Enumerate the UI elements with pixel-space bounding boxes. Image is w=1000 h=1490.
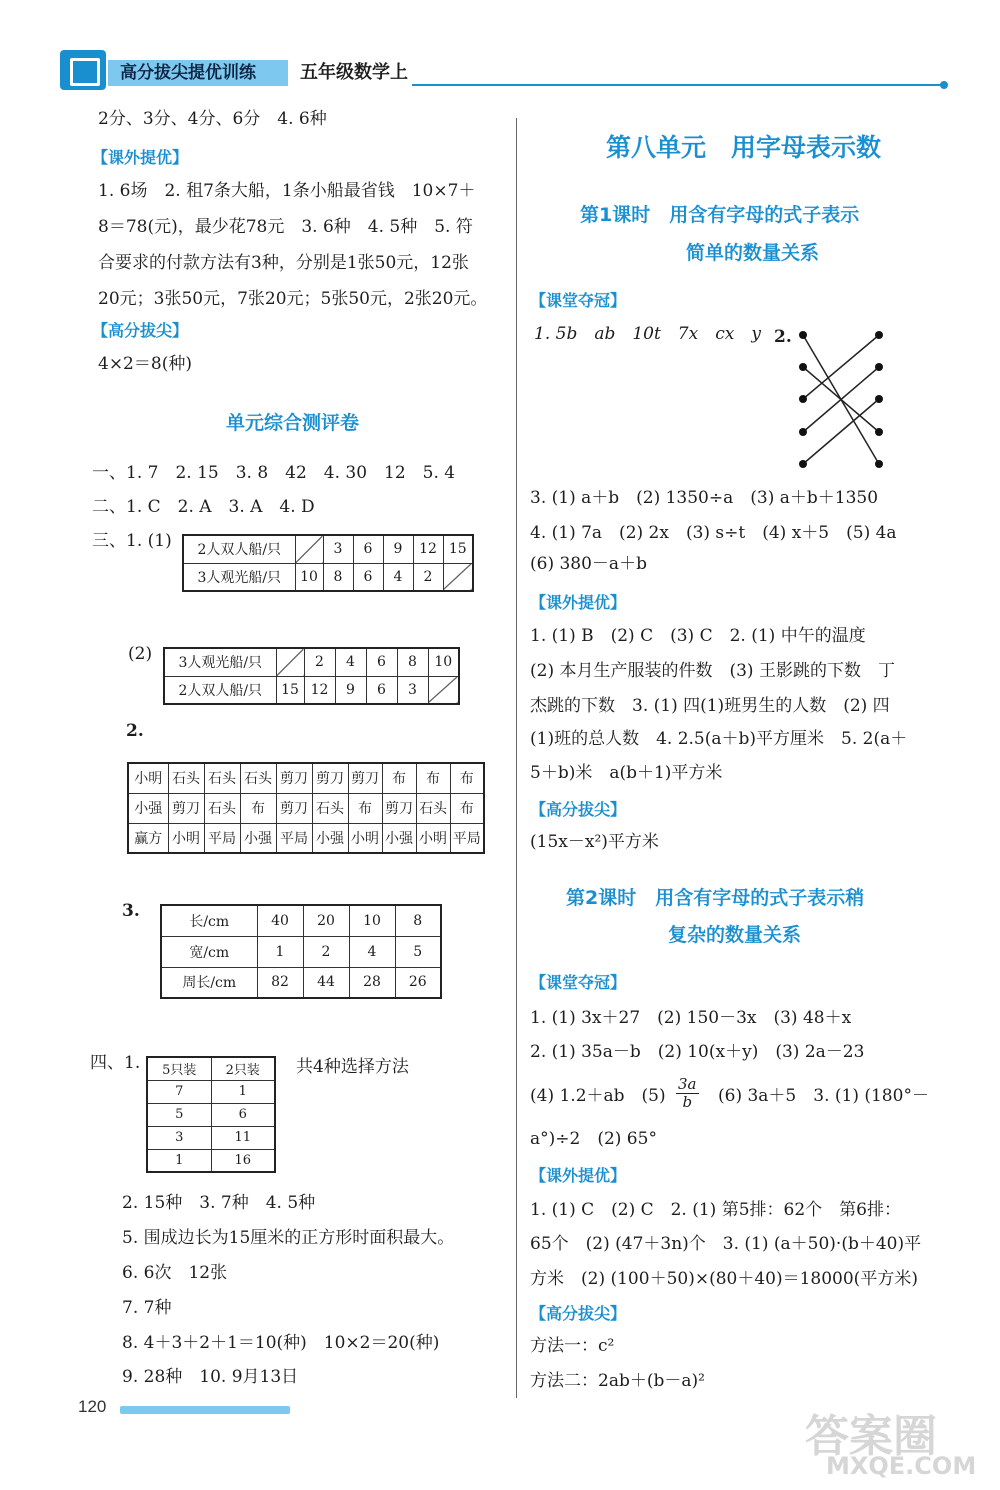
table-cell-slash <box>295 535 323 563</box>
section-label: 【高分拔尖】 <box>92 321 189 340</box>
answer-line: 2. 15种 3. 7种 4. 5种 <box>122 1193 316 1213</box>
answer-line: 5. 围成边长为15厘米的正方形时面积最大。 <box>122 1228 455 1248</box>
fraction-denominator: b <box>682 1093 693 1111</box>
table-cell: 平局 <box>204 823 240 853</box>
table-row <box>183 535 473 563</box>
table-cell: 石头 <box>240 763 276 793</box>
table-cell: 剪刀 <box>312 763 348 793</box>
test-title: 单元综合测评卷 <box>226 412 360 434</box>
section-label: 【课堂夺冠】 <box>530 973 627 992</box>
match-line <box>803 399 879 464</box>
table-cell-slash <box>428 676 459 704</box>
boat-table-1 <box>182 534 474 592</box>
table-cell: 2 <box>303 936 349 967</box>
table-cell: 9 <box>335 676 366 704</box>
answer-line: 6. 6次 12张 <box>122 1263 228 1283</box>
table-cell: 剪刀 <box>168 793 204 823</box>
series-logo-icon <box>60 50 106 90</box>
table-row <box>128 793 484 823</box>
table-cell: 5只装 <box>147 1057 211 1080</box>
table-cell: 剪刀 <box>276 763 312 793</box>
table-cell: 3人观光船/只 <box>183 563 295 591</box>
table-cell: 布 <box>416 763 450 793</box>
table-row <box>147 1126 275 1149</box>
header-rule-end <box>940 81 948 89</box>
table-cell: 40 <box>257 905 303 936</box>
table-cell: 4 <box>349 936 395 967</box>
rectangle-table <box>160 904 442 999</box>
match-dot <box>799 460 807 468</box>
table-cell: 小明 <box>168 823 204 853</box>
table-cell: 44 <box>303 967 349 998</box>
answer-label: 四、1. <box>90 1053 141 1073</box>
table-cell: 1 <box>147 1149 211 1172</box>
unit-title: 第八单元 用字母表示数 <box>606 133 882 162</box>
match-line <box>803 335 879 399</box>
table-row <box>164 648 459 676</box>
table-cell: 8 <box>323 563 353 591</box>
table-cell: 10 <box>428 648 459 676</box>
table-cell: 6 <box>353 535 383 563</box>
section-label: 【课外提优】 <box>530 1166 627 1185</box>
section-label: 【高分拔尖】 <box>530 1304 627 1323</box>
table-cell: 7 <box>147 1080 211 1103</box>
grade-title: 五年级数学上 <box>300 62 408 83</box>
table-cell: 周长/cm <box>161 967 257 998</box>
column-divider <box>516 118 517 1398</box>
table-cell: 长/cm <box>161 905 257 936</box>
table-cell: 3 <box>397 676 428 704</box>
answer-line: 4×2＝8(种) <box>98 354 192 374</box>
watermark-logo: 答案圈 <box>805 1411 937 1462</box>
page-number: 120 <box>78 1397 107 1416</box>
answer-label: 三、1. (1) <box>92 531 172 551</box>
table-cell: 15 <box>276 676 304 704</box>
table-cell: 2只装 <box>211 1057 275 1080</box>
fraction-numerator: 3a <box>678 1075 697 1093</box>
match-dot <box>875 331 883 339</box>
answer-line: 8＝78(元)，最少花78元 3. 6种 4. 5种 5. 符 <box>98 217 473 237</box>
answer-line: (1)班的总人数 4. 2.5(a＋b)平方厘米 5. 2(a＋ <box>530 729 908 749</box>
section-label: 【课外提优】 <box>92 148 189 167</box>
table-cell: 剪刀 <box>348 763 382 793</box>
boat-table-2 <box>163 647 460 705</box>
table-cell: 小强 <box>128 793 168 823</box>
table-cell: 布 <box>348 793 382 823</box>
table-cell: 2 <box>304 648 335 676</box>
table-cell: 10 <box>295 563 323 591</box>
match-dot <box>799 331 807 339</box>
answer-line: 杰跳的下数 3. (1) 四(1)班男生的人数 (2) 四 <box>530 696 890 716</box>
section-label: 【课堂夺冠】 <box>530 291 627 310</box>
table-cell: 12 <box>304 676 335 704</box>
table-row <box>147 1057 275 1080</box>
table-cell: 6 <box>366 648 397 676</box>
table-cell: 石头 <box>168 763 204 793</box>
answer-line: a°)÷2 (2) 65° <box>530 1129 657 1149</box>
table-row <box>147 1080 275 1103</box>
table-cell: 5 <box>147 1103 211 1126</box>
answer-line: 合要求的付款方法有3种，分别是1张50元，12张 <box>98 253 469 273</box>
answer-label: 2. <box>126 721 144 741</box>
table-cell: 剪刀 <box>276 793 312 823</box>
table-cell: 平局 <box>276 823 312 853</box>
answer-line: 2分、3分、4分、6分 4. 6种 <box>98 109 327 129</box>
section-label: 【课外提优】 <box>530 593 627 612</box>
watermark-url: MXQE.COM <box>826 1452 977 1480</box>
table-cell: 6 <box>366 676 397 704</box>
answer-line: (6) 380－a＋b <box>530 554 647 574</box>
table-cell: 6 <box>211 1103 275 1126</box>
table-cell: 2人双人船/只 <box>183 535 295 563</box>
table-cell: 10 <box>349 905 395 936</box>
table-row <box>164 676 459 704</box>
table-cell: 1 <box>211 1080 275 1103</box>
table-row <box>183 563 473 591</box>
answer-line: 8. 4＋3＋2＋1＝10(种) 10×2＝20(种) <box>122 1333 440 1353</box>
table-cell: 布 <box>450 793 484 823</box>
table-cell: 小明 <box>416 823 450 853</box>
table-row <box>161 905 441 936</box>
answer-line: 1. (1) B (2) C (3) C 2. (1) 中午的温度 <box>530 626 866 646</box>
match-dot <box>799 363 807 371</box>
table-cell: 3 <box>147 1126 211 1149</box>
table-cell: 石头 <box>312 793 348 823</box>
table-cell: 小强 <box>312 823 348 853</box>
header-rule <box>412 84 942 86</box>
table-cell: 石头 <box>204 793 240 823</box>
lesson-title: 简单的数量关系 <box>686 242 820 264</box>
table-cell: 石头 <box>416 793 450 823</box>
table-row <box>147 1149 275 1172</box>
match-dot <box>875 428 883 436</box>
table-cell: 剪刀 <box>382 793 416 823</box>
answer-line: 65个 (2) (47＋3n)个 3. (1) (a＋50)·(b＋40)平 <box>530 1234 922 1254</box>
match-dot <box>875 395 883 403</box>
table-cell: 小明 <box>348 823 382 853</box>
table-cell: 26 <box>395 967 441 998</box>
answer-line: 一、1. 7 2. 15 3. 8 42 4. 30 12 5. 4 <box>92 463 456 483</box>
table-cell: 8 <box>397 648 428 676</box>
table-cell: 小强 <box>382 823 416 853</box>
table-cell: 2人双人船/只 <box>164 676 276 704</box>
answer-line: 方法一：c² <box>530 1336 615 1356</box>
matching-diagram <box>795 325 890 473</box>
fraction <box>676 1076 699 1111</box>
table-cell: 小强 <box>240 823 276 853</box>
lesson-title: 复杂的数量关系 <box>668 924 802 946</box>
answer-note: 共4种选择方法 <box>296 1057 409 1077</box>
answer-line: 方法二：2ab＋(b－a)² <box>530 1371 705 1391</box>
answer-line: 2. (1) 35a－b (2) 10(x＋y) (3) 2a－23 <box>530 1042 865 1062</box>
match-dot <box>875 363 883 371</box>
match-dot <box>875 460 883 468</box>
answer-label: 2. <box>774 327 792 347</box>
rock-paper-scissors-table <box>127 762 485 854</box>
answer-line: (6) 3a＋5 3. (1) (180°－ <box>718 1086 929 1106</box>
table-cell: 1 <box>257 936 303 967</box>
table-cell: 12 <box>413 535 443 563</box>
answer-line: (15x－x²)平方米 <box>530 832 659 852</box>
answer-line: 7. 7种 <box>122 1298 172 1318</box>
table-cell: 15 <box>443 535 473 563</box>
table-cell: 布 <box>450 763 484 793</box>
footer-bar <box>120 1406 290 1414</box>
table-cell-slash <box>443 563 473 591</box>
answer-line: 20元；3张50元，7张20元；5张50元，2张20元。 <box>98 289 488 309</box>
lesson-title: 第2课时 用含有字母的式子表示稍 <box>566 887 865 909</box>
lesson-title: 第1课时 用含有字母的式子表示 <box>580 204 860 226</box>
answer-line: 二、1. C 2. A 3. A 4. D <box>92 497 315 517</box>
answer-line: (4) 1.2＋ab (5) <box>530 1086 666 1106</box>
match-dot <box>799 428 807 436</box>
table-cell: 16 <box>211 1149 275 1172</box>
answer-line: 9. 28种 10. 9月13日 <box>122 1367 299 1387</box>
answer-line: 5＋b)米 a(b＋1)平方米 <box>530 763 723 783</box>
table-row <box>161 967 441 998</box>
table-cell: 2 <box>413 563 443 591</box>
table-cell: 28 <box>349 967 395 998</box>
table-cell: 平局 <box>450 823 484 853</box>
table-cell: 赢方 <box>128 823 168 853</box>
table-cell: 3人观光船/只 <box>164 648 276 676</box>
table-cell: 4 <box>335 648 366 676</box>
answer-label: (2) <box>128 644 153 664</box>
series-title: 高分拔尖提优训练 <box>108 60 288 86</box>
table-cell: 9 <box>383 535 413 563</box>
table-cell: 6 <box>353 563 383 591</box>
answer-line: (2) 本月生产服装的件数 (3) 王影跳的下数 丁 <box>530 661 895 681</box>
answer-line: 1. (1) 3x＋27 (2) 150－3x (3) 48＋x <box>530 1008 852 1028</box>
table-cell: 8 <box>395 905 441 936</box>
answer-line: 1. 6场 2. 租7条大船，1条小船最省钱 10×7＋ <box>98 181 476 201</box>
table-cell: 4 <box>383 563 413 591</box>
table-row <box>147 1103 275 1126</box>
table-row <box>128 763 484 793</box>
packaging-table <box>146 1056 276 1173</box>
answer-line: 1. 5b ab 10t 7x cx y <box>534 324 761 344</box>
table-cell: 3 <box>323 535 353 563</box>
answer-line: 3. (1) a＋b (2) 1350÷a (3) a＋b＋1350 <box>530 488 879 508</box>
table-cell: 20 <box>303 905 349 936</box>
table-cell: 82 <box>257 967 303 998</box>
table-row <box>128 823 484 853</box>
answer-line: 1. (1) C (2) C 2. (1) 第5排：62个 第6排： <box>530 1200 901 1220</box>
table-cell: 布 <box>240 793 276 823</box>
answer-label: 3. <box>122 901 140 921</box>
answer-line: 4. (1) 7a (2) 2x (3) s÷t (4) x＋5 (5) 4a <box>530 523 897 543</box>
table-cell: 宽/cm <box>161 936 257 967</box>
table-cell: 11 <box>211 1126 275 1149</box>
table-cell: 石头 <box>204 763 240 793</box>
section-label: 【高分拔尖】 <box>530 800 627 819</box>
table-cell: 小明 <box>128 763 168 793</box>
match-dot <box>799 395 807 403</box>
table-row <box>161 936 441 967</box>
table-cell: 5 <box>395 936 441 967</box>
table-cell-slash <box>276 648 304 676</box>
answer-line: 方米 (2) (100＋50)×(80＋40)＝18000(平方米) <box>530 1269 918 1289</box>
table-cell: 布 <box>382 763 416 793</box>
